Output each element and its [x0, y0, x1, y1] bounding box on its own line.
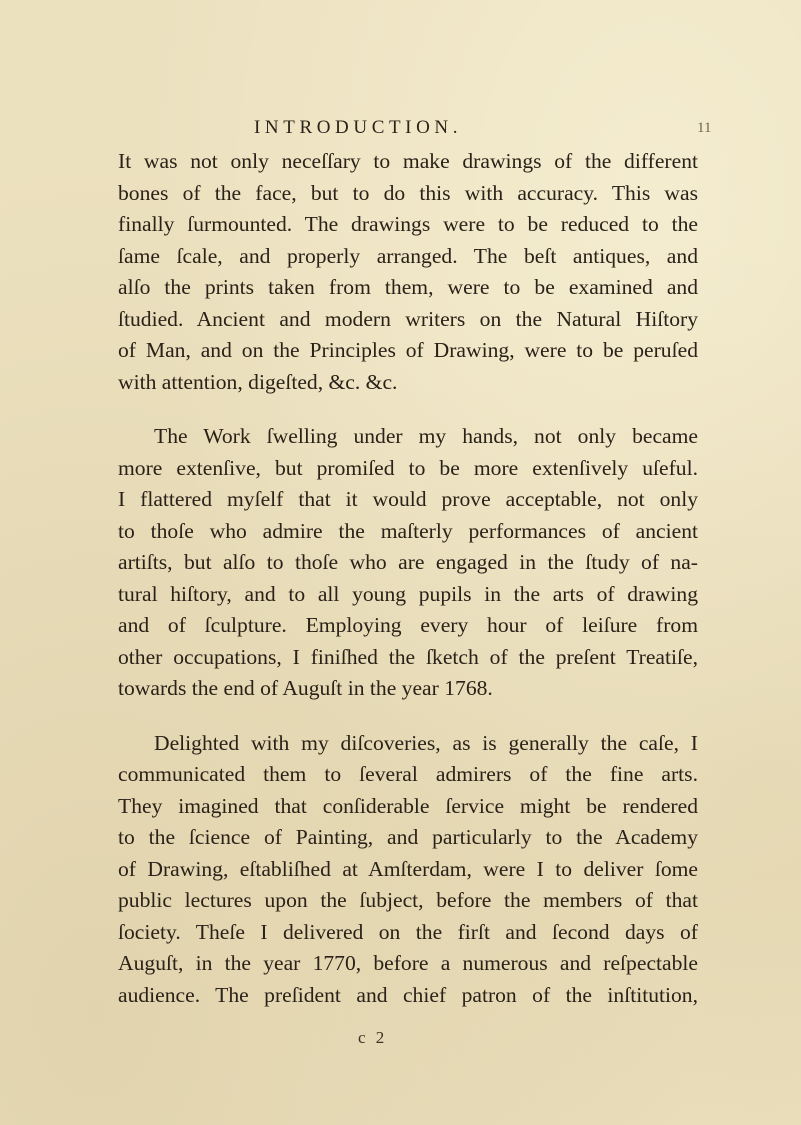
text-line: bones of the face, but to do this with accuracy. This was: [118, 180, 698, 205]
page-number: 11: [697, 120, 712, 136]
text-line: with attention, digeſted, &c. &c.: [118, 369, 398, 394]
text-line: I flattered myſelf that it would prove acceptable, not only: [118, 487, 698, 511]
text-line: finally ſurmounted. The drawings were to be reduced to the: [118, 212, 698, 236]
text-line: Delighted with my diſcoveries, as is generally the caſe, I: [154, 730, 698, 755]
paragraph-1: [118, 146, 698, 398]
paragraph-2: [118, 421, 698, 705]
text-line: public lectures upon the ſubject, before the members of that: [118, 888, 698, 912]
text-line: It was not only neceſſary to make drawings of the different: [118, 149, 698, 173]
body-text: [118, 146, 698, 1011]
text-line: ſame ſcale, and properly arranged. The beſt antiques, and: [118, 243, 698, 268]
text-line: Auguſt, in the year 1770, before a numerous and reſpectable: [118, 951, 698, 975]
text-line: and of ſculpture. Employing every hour of leiſure from: [118, 613, 698, 637]
text-line: ſtudied. Ancient and modern writers on the Natural Hiſtory: [118, 306, 698, 331]
text-line: to thoſe who admire the maſterly performances of ancient: [118, 518, 698, 543]
text-line: alſo the prints taken from them, were to be examined and: [118, 275, 698, 299]
text-line: ſociety. Theſe I delivered on the firſt and ſecond days of: [118, 919, 698, 944]
text-line: of Drawing, eſtabliſhed at Amſterdam, were I to deliver ſome: [118, 856, 698, 881]
text-line: They imagined that conſiderable ſervice might be rendered: [118, 793, 698, 818]
text-line: towards the end of Auguſt in the year 1768.: [118, 676, 493, 700]
text-line: artiſts, but alſo to thoſe who are engaged in the ſtudy of na-: [118, 550, 698, 574]
text-line: The Work ſwelling under my hands, not only became: [154, 424, 698, 448]
signature-mark: c 2: [358, 1028, 388, 1047]
text-line: more extenſive, but promiſed to be more extenſively uſeful.: [118, 455, 698, 480]
running-head-title: INTRODUCTION.: [254, 117, 463, 138]
running-head: [0, 117, 801, 141]
text-line: to the ſcience of Painting, and particularly to the Academy: [118, 825, 698, 849]
text-line: other occupations, I finiſhed the ſketch of the preſent Treatiſe,: [118, 644, 698, 669]
text-line: communicated them to ſeveral admirers of the fine arts.: [118, 762, 698, 786]
paragraph-3: [118, 728, 698, 1012]
text-line: tural hiſtory, and to all young pupils in the arts of drawing: [118, 581, 698, 606]
text-line: audience. The preſident and chief patron of the inſtitution,: [118, 982, 698, 1007]
text-line: of Man, and on the Principles of Drawing, were to be peruſed: [118, 338, 698, 362]
